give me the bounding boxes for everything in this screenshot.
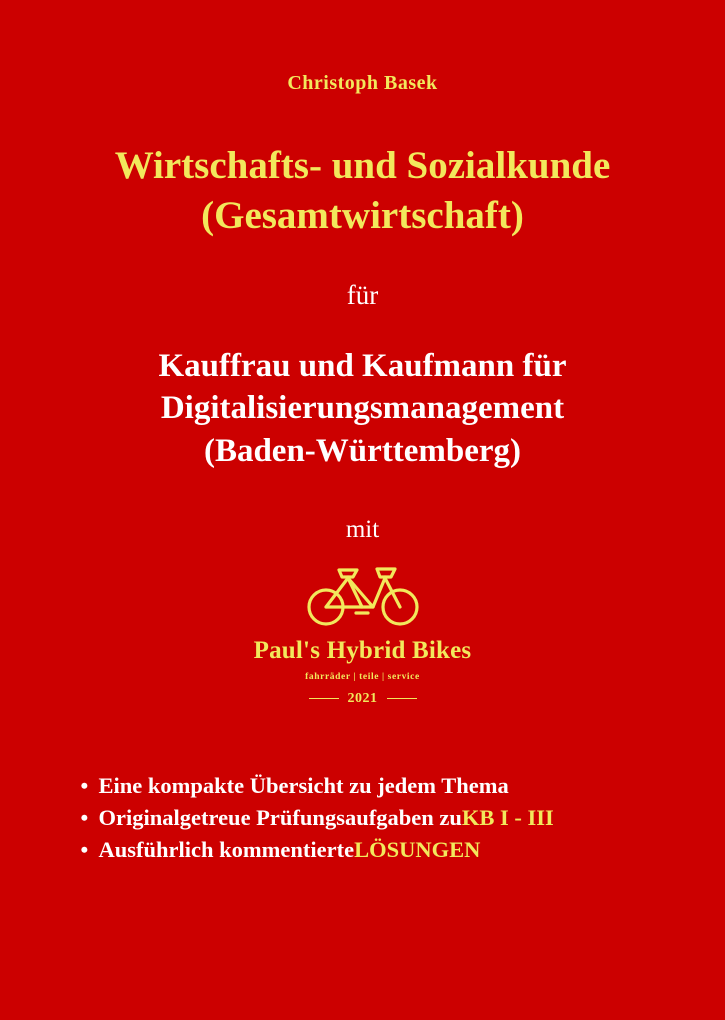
list-item-highlight: LÖSUNGEN	[354, 836, 481, 862]
title-line-1: Wirtschafts- und Sozialkunde	[114, 144, 611, 187]
author-name: Christoph Basek	[287, 72, 438, 94]
logo-tagline: fahrräder | teile | service	[305, 671, 420, 682]
list-item-label: Originalgetreue Prüfungsaufgaben zu	[98, 804, 462, 830]
brand-logo	[254, 552, 472, 707]
list-item-label: Eine kompakte Übersicht zu jedem Thema	[98, 772, 509, 798]
subtitle-line-2: Digitalisierungsmanagement	[160, 390, 565, 427]
page-title	[33, 141, 693, 240]
subtitle	[28, 345, 698, 472]
title-line-2: (Gesamtwirtschaft)	[201, 193, 524, 237]
subtitle-line-3: (Baden-Württemberg)	[203, 432, 522, 469]
bullet-icon: •	[80, 836, 89, 862]
bicycle-icon	[301, 552, 425, 628]
list-item	[81, 773, 509, 799]
rule-right	[387, 698, 417, 700]
logo-year-label: 2021	[347, 690, 378, 706]
list-item-highlight: KB I - III	[461, 804, 554, 830]
list-item-label: Ausführlich kommentierte	[98, 836, 355, 862]
logo-name: Paul's Hybrid Bikes	[253, 636, 472, 664]
feature-list	[63, 773, 663, 863]
bullet-icon: •	[80, 772, 89, 798]
connector-mit: mit	[345, 515, 380, 543]
rule-left	[309, 698, 339, 700]
bullet-icon: •	[80, 804, 89, 830]
list-item	[81, 805, 554, 831]
connector-fuer: für	[346, 280, 379, 311]
list-item	[81, 837, 481, 863]
subtitle-line-1: Kauffrau und Kaufmann für	[158, 348, 567, 385]
logo-year	[309, 691, 417, 707]
